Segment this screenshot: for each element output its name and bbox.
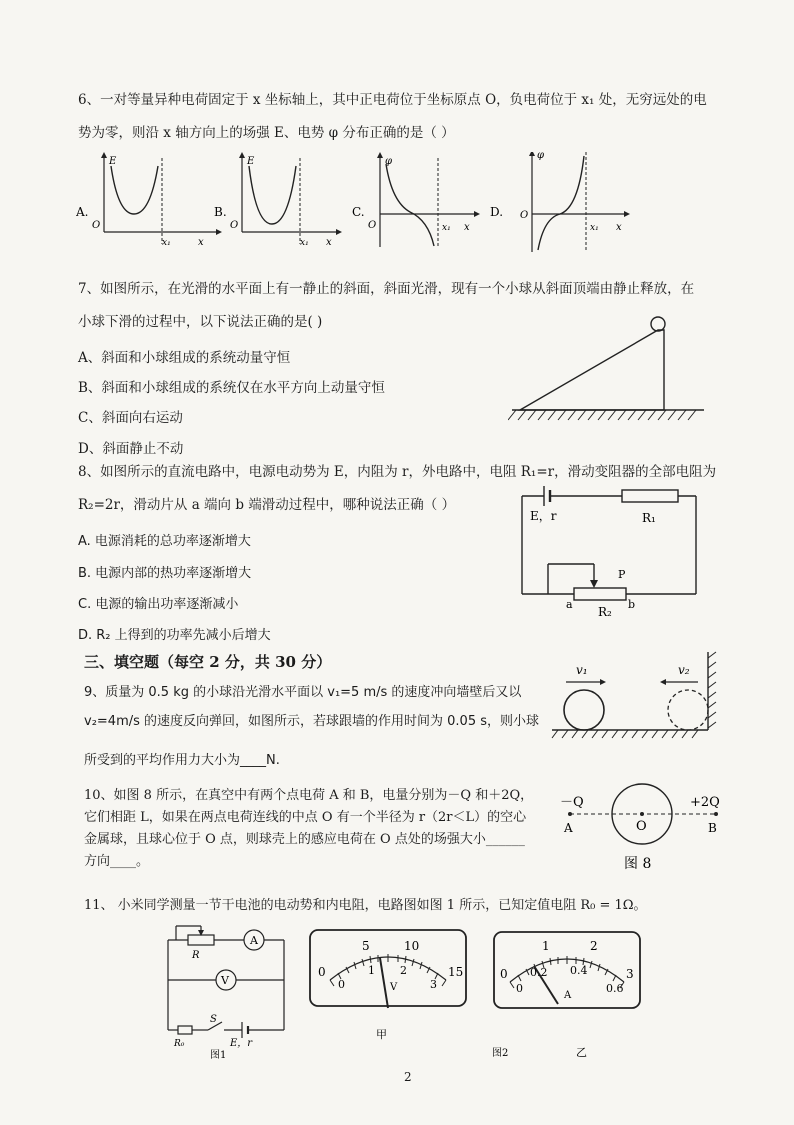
svg-text:O: O	[368, 220, 377, 231]
svg-text:S: S	[210, 1014, 217, 1025]
q6-option-a-label: A.	[76, 205, 89, 219]
svg-text:0: 0	[516, 982, 523, 995]
q6-graph-b	[214, 152, 342, 248]
svg-text:φ: φ	[385, 156, 393, 167]
svg-text:E: E	[109, 156, 117, 167]
svg-text:x₁: x₁	[442, 223, 451, 233]
svg-text:x: x	[326, 237, 332, 248]
svg-text:a: a	[566, 598, 573, 611]
svg-text:10: 10	[404, 939, 420, 953]
svg-text:x₁: x₁	[590, 223, 599, 233]
svg-text:x: x	[616, 222, 622, 233]
section-3-heading: 三、填空题（每空 2 分，共 30 分）	[84, 653, 332, 671]
svg-text:0.4: 0.4	[570, 964, 588, 977]
q9-line2: v₂=4m/s 的速度反向弹回，如图所示，若球跟墙的作用时间为 0.05 s，则小球	[84, 714, 540, 729]
q7-option-b: B、斜面和小球组成的系统仅在水平方向上动量守恒	[78, 380, 385, 396]
q6-line2: 势为零，则沿 x 轴方向上的场强 E、电势 φ 分布正确的是（ ）	[78, 125, 455, 141]
svg-text:5: 5	[362, 939, 370, 953]
svg-text:R₂: R₂	[598, 605, 612, 619]
svg-text:3: 3	[626, 967, 634, 981]
svg-text:图 8: 图 8	[624, 856, 652, 872]
svg-text:E，r: E，r	[230, 1038, 253, 1049]
svg-text:－Q: －Q	[560, 795, 584, 810]
svg-text:O: O	[92, 220, 101, 231]
q7-line1: 7、如图所示，在光滑的水平面上有一静止的斜面，斜面光滑，现有一个小球从斜面顶端由静止释放，在	[78, 281, 695, 297]
svg-text:b: b	[628, 598, 636, 611]
q7-line2: 小球下滑的过程中，以下说法正确的是( )	[78, 314, 323, 330]
svg-text:x₁: x₁	[300, 238, 309, 248]
svg-text:V: V	[221, 974, 229, 987]
svg-text:v₁: v₁	[576, 663, 588, 677]
svg-text:R: R	[192, 950, 200, 961]
svg-text:2: 2	[590, 939, 598, 953]
svg-text:O: O	[230, 220, 239, 231]
q8-line2: R₂=2r，滑动片从 a 端向 b 端滑动过程中，哪种说法正确（ ）	[78, 497, 456, 513]
svg-text:B: B	[708, 821, 717, 835]
svg-text:O: O	[636, 819, 647, 834]
q8-line1: 8、如图所示的直流电路中，电源电动势为 E，内阻为 r，外电路中，电阻 R₁=r，滑动变阻器的全部电阻为	[78, 464, 717, 480]
q8-circuit-figure	[510, 482, 710, 622]
q11-circuit-figure	[164, 918, 294, 1060]
q8-option-a: A. 电源消耗的总功率逐渐增大	[78, 534, 251, 549]
svg-text:P: P	[618, 568, 626, 581]
svg-text:乙: 乙	[576, 1046, 587, 1059]
q7-option-a: A、斜面和小球组成的系统动量守恒	[78, 350, 291, 366]
q8-option-d: D. R₂ 上得到的功率先减小后增大	[78, 628, 271, 643]
q7-incline-figure	[508, 312, 708, 427]
q10-line3: 金属球，且球心位于 O 点，则球壳上的感应电荷在 O 点处的场强大小______	[84, 832, 525, 847]
svg-text:图2: 图2	[492, 1048, 509, 1059]
q11-meter-voltmeter	[308, 928, 470, 1046]
svg-text:甲: 甲	[376, 1028, 387, 1041]
q11-meter-ammeter	[492, 930, 644, 1060]
q8-option-b: B. 电源内部的热功率逐渐增大	[78, 566, 252, 581]
q6-graphs	[76, 152, 676, 252]
ball-icon	[651, 317, 665, 331]
q9-line1: 9、质量为 0.5 kg 的小球沿光滑水平面以 v₁=5 m/s 的速度冲向墙壁后又以	[84, 685, 522, 700]
voltmeter-needle	[380, 958, 388, 1008]
q10-line1: 10、如图 8 所示，在真空中有两个点电荷 A 和 B，电量分别为－Q 和＋2Q，	[84, 788, 534, 803]
q7-option-d: D、斜面静止不动	[78, 441, 184, 457]
svg-text:R₀: R₀	[174, 1039, 185, 1049]
q10-line4: 方向____。	[84, 854, 150, 869]
svg-text:R₁: R₁	[642, 511, 656, 525]
svg-text:0: 0	[500, 967, 508, 981]
q10-charges-figure	[556, 780, 732, 876]
svg-text:0.6: 0.6	[606, 982, 624, 995]
q6-graph-d	[490, 152, 630, 252]
bounced-ball-icon	[668, 690, 708, 730]
svg-text:O: O	[520, 210, 529, 221]
svg-text:E，r: E，r	[530, 509, 557, 523]
svg-text:v₂: v₂	[678, 663, 690, 677]
q6-graph-c	[352, 152, 480, 248]
svg-text:E: E	[247, 156, 255, 167]
q6-option-b-label: B.	[214, 205, 227, 219]
q11-line1: 11、 小米同学测量一节干电池的电动势和内电阻，电路图如图 1 所示，已知定值电阻 R₀ = 1Ω。	[84, 898, 647, 913]
svg-text:x: x	[198, 237, 204, 248]
q9-wall-figure	[548, 648, 728, 740]
q9-line3: 所受到的平均作用力大小为____N.	[84, 753, 280, 768]
svg-text:0: 0	[318, 965, 326, 979]
svg-text:x₁: x₁	[162, 238, 171, 248]
svg-text:V: V	[390, 982, 398, 993]
svg-text:图1: 图1	[210, 1050, 227, 1060]
svg-text:2: 2	[400, 964, 407, 977]
svg-text:A: A	[250, 934, 258, 947]
q6-option-d-label: D.	[490, 205, 504, 219]
q6-graph-a	[76, 152, 222, 248]
svg-text:1: 1	[368, 964, 375, 977]
q10-line2: 它们相距 L，如果在两点电荷连线的中点 O 有一个半径为 r（2r＜L）的空心	[84, 810, 527, 825]
svg-text:A: A	[564, 821, 573, 835]
svg-text:1: 1	[542, 939, 550, 953]
page-number: 2	[404, 1070, 412, 1084]
q7-option-c: C、斜面向右运动	[78, 410, 183, 426]
ball-icon	[564, 690, 604, 730]
svg-text:3: 3	[430, 978, 437, 991]
q6-line1: 6、一对等量异种电荷固定于 x 坐标轴上，其中正电荷位于坐标原点 O，负电荷位于 x₁ 处，无穷远处的电	[78, 92, 707, 108]
svg-text:+2Q: +2Q	[690, 795, 720, 810]
svg-text:x: x	[464, 222, 470, 233]
svg-text:0.2: 0.2	[530, 966, 548, 979]
svg-text:φ: φ	[537, 152, 545, 161]
q6-option-c-label: C.	[352, 205, 365, 219]
svg-text:0: 0	[338, 978, 345, 991]
svg-text:A: A	[564, 990, 572, 1001]
q8-option-c: C. 电源的输出功率逐渐减小	[78, 597, 239, 612]
svg-text:15: 15	[448, 965, 464, 979]
